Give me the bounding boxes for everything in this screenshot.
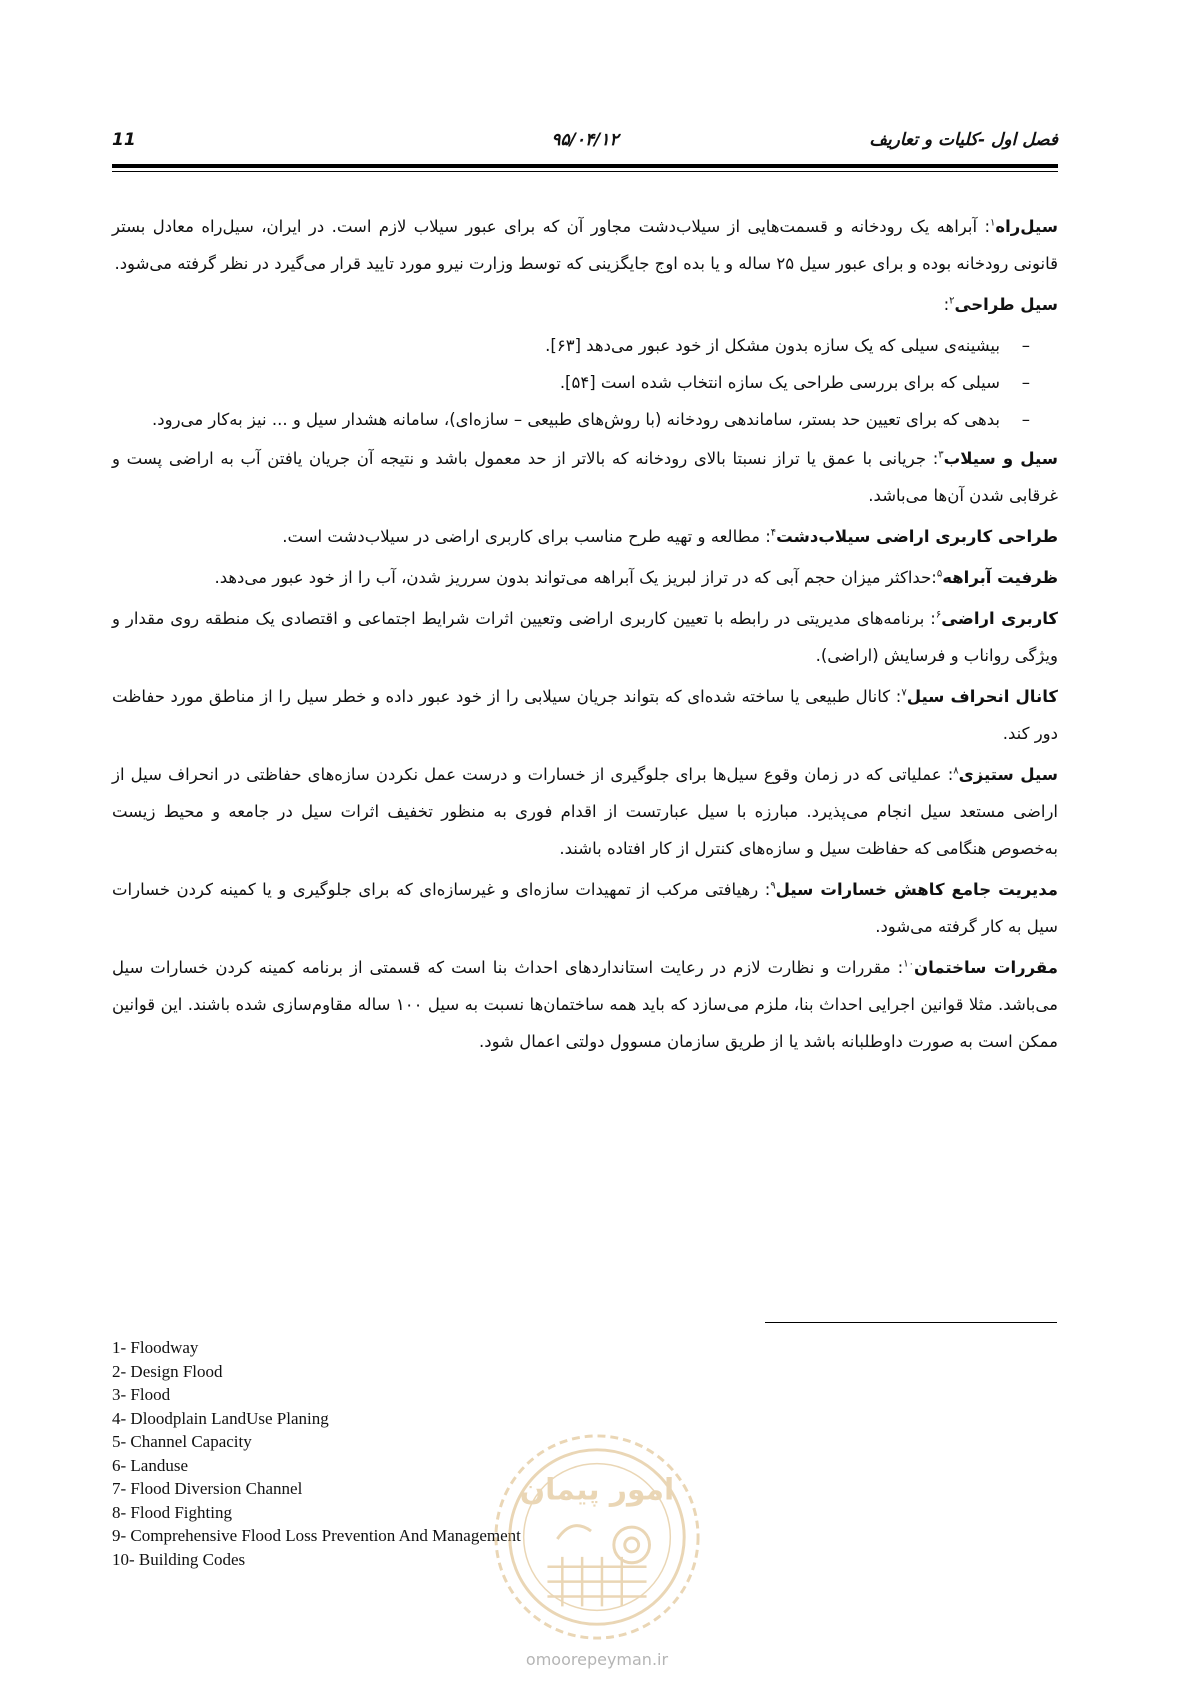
definition-landuse-planning — [112, 518, 1058, 555]
watermark-site: omoorepeyman.ir — [525, 1650, 669, 1669]
design-flood-list — [112, 327, 1058, 438]
header-rule-thin — [112, 171, 1058, 172]
footnote-ref[interactable]: ۶ — [935, 609, 942, 621]
footnote-ref[interactable]: ۸ — [953, 765, 959, 777]
definition-text: : برنامه‌های مدیریتی در رابطه با تعیین کاربری اراضی وتعیین اثرات شرایط اجتماعی و اقتصادی یک منطقه روی مقدار و ویژگی رواناب و فرسایش (اراضی). — [112, 609, 1058, 665]
footnote-item: 10- Building Codes — [112, 1549, 246, 1569]
definition-text: : رهیافتی مرکب از تمهیدات سازه‌ای و غیرسازه‌ای که برای جلوگیری و یا کمینه کردن خسارات سیل به کار گرفته می‌شود. — [112, 880, 1058, 936]
footnote-item: 5- Channel Capacity — [112, 1432, 252, 1451]
term: سیل‌راه — [995, 217, 1058, 236]
term: ظرفیت آبراهه — [942, 568, 1058, 587]
header-date: ۹۵/۰۴/۱۲ — [551, 130, 619, 150]
definition-text: : جریانی با عمق یا تراز نسبتا بالای رودخانه که بالاتر از حد معمول باشد و نتیجه آن جریان یافتن آب به اراضی پست و غرقابی شدن آن‌ها می‌باشد. — [112, 449, 1058, 505]
definition-text: : عملیاتی که در زمان وقوع سیل‌ها برای جلوگیری از خسارات و درست عمل نکردن سازه‌های حفاظتی در انحراف سیل از اراضی مستعد سیل انجام می‌پذیرد. مبارزه با سیل عبارتست از اقدام فوری به منظور تخفیف اثرات سیل در جامعه و محیط زیست به‌خصوص هنگامی که حفاظت سیل و سازه‌های کنترل از کار افتاده باشند. — [112, 765, 1058, 858]
footnote-ref[interactable]: ۱۰ — [903, 958, 914, 970]
definition-loss-prevention — [112, 871, 1058, 945]
definition-flood-fighting — [112, 756, 1058, 867]
definition-building-codes — [112, 949, 1058, 1060]
footnote-ref[interactable]: ۵ — [936, 568, 943, 580]
watermark-logo-icon — [488, 1428, 706, 1646]
footnote-ref[interactable]: ۹ — [770, 880, 776, 892]
term: کانال انحراف سیل — [906, 687, 1058, 706]
term: کاربری اراضی — [941, 609, 1058, 628]
definition-landuse — [112, 600, 1058, 674]
body-text — [112, 208, 1058, 1064]
footnote-ref[interactable]: ۴ — [770, 527, 777, 539]
chapter-title: فصل اول -کلیات و تعاریف — [869, 130, 1058, 150]
footnote-item: 3- Flood — [112, 1385, 171, 1404]
footnote-item: 7- Flood Diversion Channel — [112, 1479, 303, 1498]
footnote-ref[interactable]: ۳ — [938, 449, 944, 461]
definition-diversion-channel — [112, 678, 1058, 752]
term: سیل طراحی — [954, 295, 1058, 314]
footnote-item: 1- Floodway — [112, 1338, 199, 1357]
header-rule-thick — [112, 164, 1058, 168]
term: مقررات ساختمان — [914, 958, 1058, 977]
definition-design-flood — [112, 286, 1058, 323]
definition-text: : آبراهه یک رودخانه و قسمت‌هایی از سیلاب‌دشت مجاور آن که برای عبور سیلاب لازم است. در ایران، سیل‌راه معادل بستر قانونی رودخانه بوده و برای عبور سیل ۲۵ ساله و یا بده اوج جایگزینی که توسط وزارت نیرو مورد تایید قرار می‌گیرد در نظر گرفته می‌شود. — [112, 217, 1058, 273]
footnote-item: 4- Dloodplain LandUse Planing — [112, 1408, 329, 1428]
definition-text: :حداکثر میزان حجم آبی که در تراز لبریز یک آبراهه می‌تواند بدون سرریز شدن، آب را از خود عبور می‌دهد. — [214, 568, 937, 587]
footnote-separator — [765, 1322, 1057, 1323]
footnote-item: 6- Landuse — [112, 1455, 189, 1475]
definition-channel-capacity — [112, 559, 1058, 596]
page-header — [112, 130, 1058, 154]
term: سیل ستیزی — [958, 765, 1058, 784]
definition-floodway — [112, 208, 1058, 282]
footnote-ref[interactable]: ۱ — [990, 217, 996, 229]
definition-text: : کانال طبیعی یا ساخته شده‌ای که بتواند جریان سیلابی را از خود عبور داده و خطر سیل را از مناطق مورد حفاظت دور کند. — [112, 687, 1058, 743]
footnotes — [112, 1336, 521, 1571]
definition-text: : مطالعه و تهیه طرح مناسب برای کاربری اراضی در سیلاب‌دشت است. — [282, 527, 771, 546]
page-number: 11 — [112, 130, 136, 150]
list-item: – سیلی که برای بررسی طراحی یک سازه انتخاب شده است [۵۴]. — [112, 364, 1030, 401]
footnote-item: 8- Flood Fighting — [112, 1502, 232, 1522]
list-item: – بدهی که برای تعیین حد بستر، ساماندهی رودخانه (با روش‌های طبیعی – سازه‌ای)، سامانه هشدار سیل و ... نیز به‌کار می‌رود. — [112, 401, 1030, 438]
term: مدیریت جامع کاهش خسارات سیل — [775, 880, 1058, 899]
term: سیل و سیلاب — [943, 449, 1058, 468]
footnote-ref[interactable]: ۲ — [949, 295, 955, 307]
definition-flood — [112, 440, 1058, 514]
footnote-item: 2- Design Flood — [112, 1361, 223, 1381]
term: طراحی کاربری اراضی سیلاب‌دشت — [776, 527, 1058, 546]
definition-text: : مقررات و نظارت لازم در رعایت استانداردهای احداث بنا است که قسمتی از برنامه کمینه کردن خسارات سیل می‌باشد. مثلا قوانین اجرایی احداث بنا، ملزم می‌سازد که باید همه ساختمان‌ها نسبت به سیل ۱۰۰ ساله مقاوم‌سازی شده باشند. این قوانین ممکن است به صورت داوطلبانه باشد یا از طریق سازمان مسوول دولتی اعمال شود. — [112, 958, 1058, 1051]
definition-suffix: : — [943, 295, 950, 314]
footnote-ref[interactable]: ۷ — [901, 687, 907, 699]
footnote-item: 9- Comprehensive Flood Loss Prevention And Management — [112, 1526, 521, 1545]
list-item: – بیشینه‌ی سیلی که یک سازه بدون مشکل از خود عبور می‌دهد [۶۳]. — [112, 327, 1030, 364]
watermark-logo-text: امور پیمان — [519, 1472, 675, 1508]
